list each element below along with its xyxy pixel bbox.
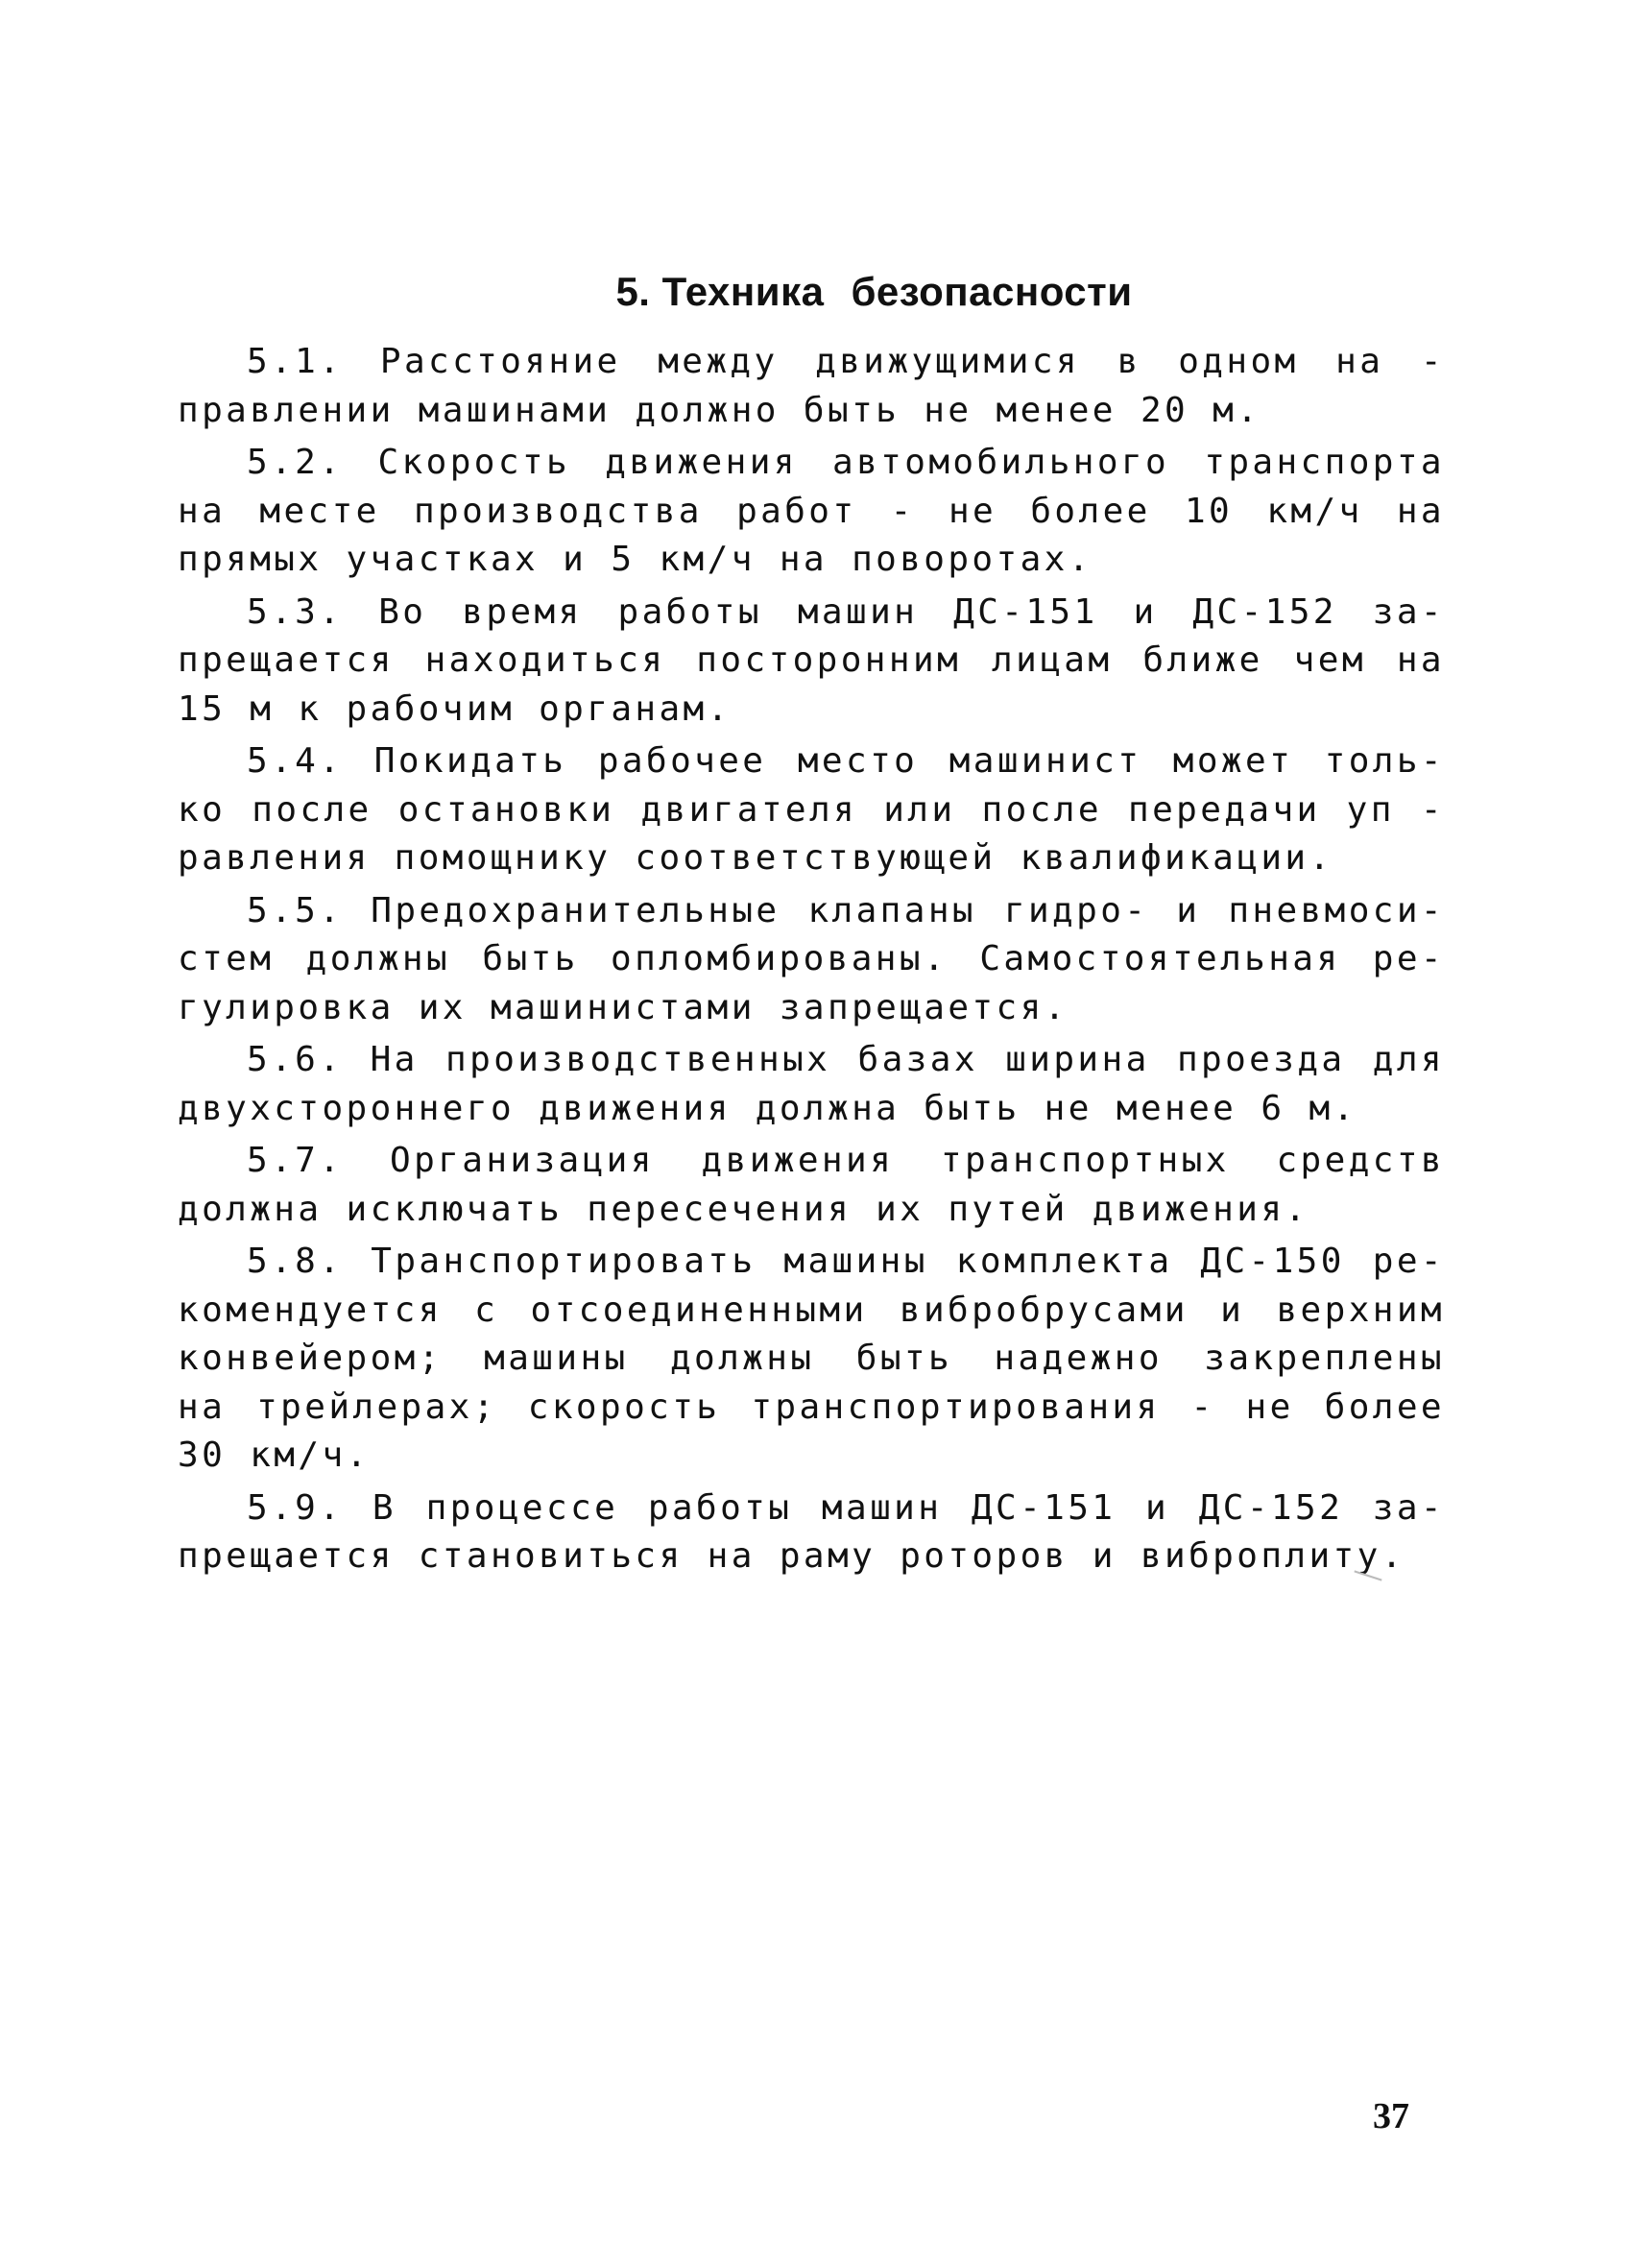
section-title-word-2: безопасности [851,269,1133,315]
text-line: 5.7. Организация движения транспортных средств [247,1141,1445,1180]
text-line: 5.9. В процессе работы машин ДС-151 и ДС-152 за- [247,1487,1445,1528]
page-number: 37 [1373,2096,1409,2136]
text-line: 5.5. Предохранительные клапаны гидро- и пневмоси- [247,890,1445,930]
text-line: 5.8. Транспортировать машины комплекта ДС-150 ре- [247,1242,1445,1281]
text-line: должна исключать пересечения их путей движения. [178,1189,1309,1229]
text-line: конвейером; машины должны быть надежно закреплены [178,1339,1445,1378]
text-line: 5.3. Во время работы машин ДС-151 и ДС-152 за- [247,591,1445,632]
text-line: 5.4. Покидать рабочее место машинист может толь- [247,741,1445,781]
text-line: 5.1. Расстояние между движущимися в одном на - [247,342,1445,381]
text-line: правлении машинами должно быть не менее 20 м. [178,390,1261,430]
text-line: прещается становиться на раму роторов и виброплиту. [178,1536,1405,1576]
paragraph-5-5 [178,887,1445,1033]
paragraph-5-8 [178,1238,1445,1481]
text-line: ко после остановки двигателя или после передачи уп - [178,789,1445,830]
text-line: прямых участках и 5 км/ч на поворотах. [178,540,1093,579]
paragraph-5-9 [178,1484,1445,1581]
text-line: на месте производства работ - не более 10 км/ч на [178,491,1445,531]
text-line: на трейлерах; скорость транспортирования - не более [178,1387,1445,1427]
text-line: равления помощнику соответствующей квалификации. [178,838,1333,878]
paragraph-5-3 [178,589,1445,735]
text-line: прещается находиться посторонним лицам ближе чем на [178,640,1445,680]
paragraph-5-1 [178,338,1445,435]
text-line: 5.2. Скорость движения автомобильного транспорта [247,443,1445,482]
text-line: 15 м к рабочим органам. [178,688,732,729]
paragraph-5-7 [178,1137,1445,1234]
section-title-word-1: Техника [661,269,825,315]
text-line: двухстороннего движения должна быть не менее 6 м. [178,1088,1357,1128]
paragraph-5-6 [178,1036,1445,1133]
text-line: комендуется с отсоединенными вибробрусами и верхним [178,1290,1445,1330]
section-title [0,269,1633,315]
paragraph-5-4 [178,737,1445,883]
text-line: 5.6. На производственных базах ширина проезда для [247,1040,1445,1079]
text-line: гулировка их машинистами запрещается. [178,987,1069,1027]
section-number: 5. [615,269,651,315]
section-body [178,338,1445,1581]
text-line: 30 км/ч. [178,1436,371,1475]
text-line: стем должны быть опломбированы. Самостоятельная ре- [178,939,1445,978]
paragraph-5-2 [178,439,1445,585]
